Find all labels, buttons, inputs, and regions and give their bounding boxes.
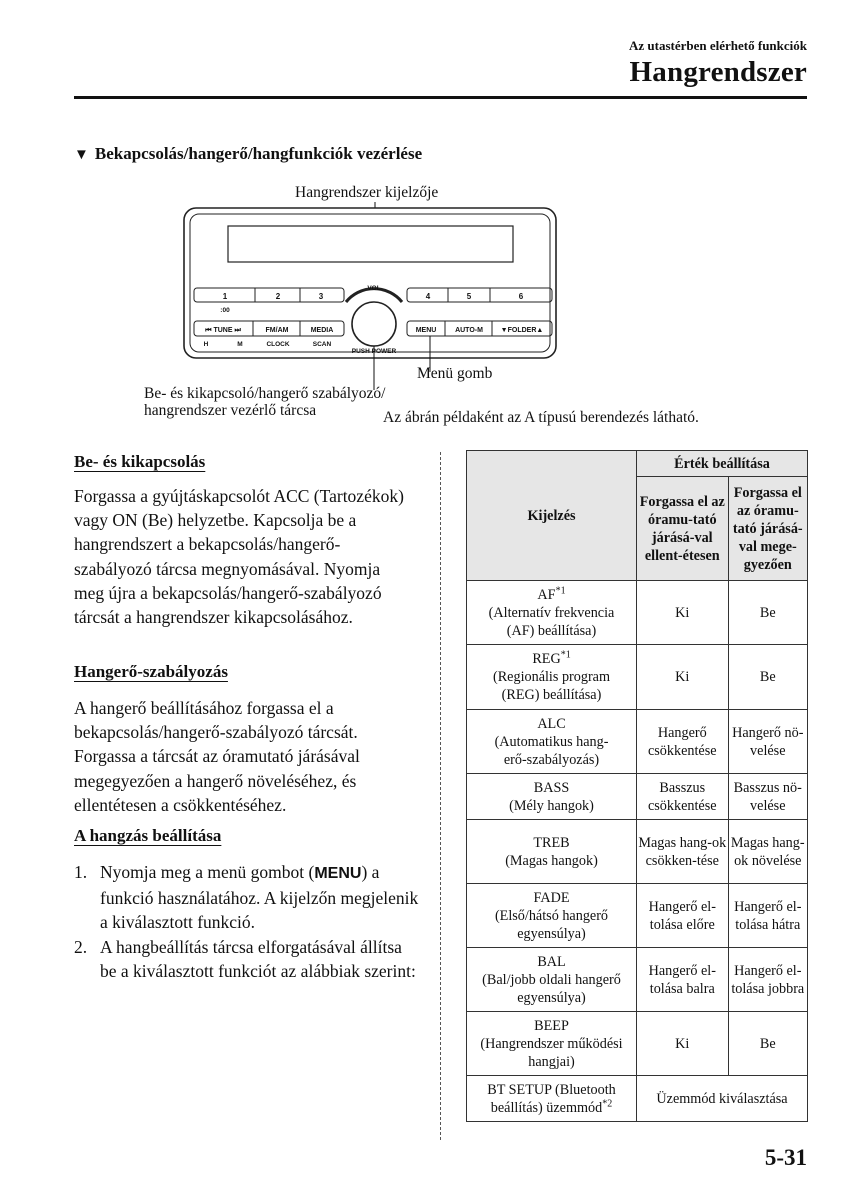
row-desc: (Hangrendszer működési: [480, 1035, 623, 1052]
table-row: [467, 948, 808, 1012]
row-cw: Hangerő el-tolása jobbra: [728, 948, 807, 1012]
list-item-text: A hangbeállítás tárcsa elforgatásával állítsa be a kiválasztott funkciót az alábbiak szerint:: [100, 936, 416, 981]
dial-callout-line1: Be- és kikapcsoló/hangerő szabályozó/: [144, 385, 386, 402]
section-title: [74, 144, 422, 164]
row-footnote: *1: [555, 584, 566, 596]
row-ccw: Hangerő csökkentése: [637, 710, 729, 774]
instruction-list: [74, 860, 419, 983]
row-cw: Hangerő nö-velése: [728, 710, 807, 774]
list-item-number: 1.: [74, 862, 88, 882]
row-desc-2: egyensúlya): [517, 989, 586, 1006]
table-row: [467, 1012, 808, 1076]
table-header-ccw: Forgassa el az óramu-tató járásá-val ellent-étesen: [637, 477, 729, 581]
row-desc: (Bal/jobb oldali hangerő: [482, 971, 621, 988]
row-display: BT SETUP (Bluetooth: [487, 1081, 616, 1098]
menu-key-label: MENU: [314, 865, 362, 882]
row-footnote: *1: [560, 649, 571, 661]
row-desc: (Mély hangok): [509, 797, 594, 814]
dial-callout-line2: hangrendszer vezérlő tárcsa: [144, 402, 317, 419]
row-display: ALC: [537, 715, 566, 732]
row-desc: (Alternatív frekvencia: [488, 604, 615, 621]
folder-button-label: ▼FOLDER▲: [500, 327, 544, 334]
row-desc: beállítás) üzemmód: [490, 1099, 603, 1116]
row-cw: Be: [728, 581, 807, 645]
row-desc-2: (AF) beállítása): [506, 622, 597, 639]
row-display: AF: [537, 586, 556, 603]
preset-3-label: 3: [318, 292, 324, 301]
row-footnote: *2: [602, 1097, 613, 1109]
table-row: [467, 884, 808, 948]
media-button-label: MEDIA: [310, 327, 334, 334]
row-cw: Hangerő el-tolása hátra: [728, 884, 807, 948]
m-label: M: [237, 341, 243, 348]
preset-4-label: 4: [425, 292, 431, 301]
row-cw: Be: [728, 645, 807, 710]
table-header-value: Érték beállítása: [637, 451, 808, 477]
preset-2-label: 2: [275, 292, 281, 301]
subheading-sound: A hangzás beállítása: [74, 826, 222, 845]
row-ccw: Basszus csökkentése: [637, 774, 729, 820]
sound-settings-table: [466, 450, 808, 1122]
list-item: [74, 935, 419, 983]
push-power-label: PUSH POWER: [351, 348, 397, 355]
scan-label: SCAN: [312, 341, 332, 348]
table-row: [467, 820, 808, 884]
row-desc-2: hangjai): [528, 1053, 575, 1070]
row-desc-2: (REG) beállítása): [501, 687, 602, 703]
preset-1-label: 1: [222, 292, 228, 301]
subheading-power: Be- és kikapcsolás: [74, 452, 206, 471]
table-row: [467, 581, 808, 645]
table-row: [467, 645, 808, 710]
preset-5-label: 5: [466, 292, 472, 301]
row-desc: (Regionális program: [492, 669, 611, 685]
row-ccw: Ki: [637, 645, 729, 710]
vol-label: VOL: [367, 285, 381, 292]
row-ccw: Ki: [637, 581, 729, 645]
page-title: Hangrendszer: [629, 56, 807, 88]
table-header-display: Kijelzés: [467, 451, 637, 581]
preset-6-label: 6: [518, 292, 524, 301]
h-label: H: [203, 341, 209, 348]
row-display: BASS: [533, 779, 570, 796]
row-desc-2: erő-szabályozás): [503, 751, 600, 768]
row-desc: (Első/hátsó hangerő: [494, 907, 609, 924]
row-desc: (Magas hangok): [505, 852, 598, 869]
list-item-number: 2.: [74, 936, 88, 957]
audio-unit-figure: [140, 180, 740, 430]
table-row: [467, 1076, 808, 1122]
subheading-volume: Hangerő-szabályozás: [74, 662, 228, 681]
list-item-text: Nyomja meg a menü gombot (: [100, 862, 315, 882]
row-desc-2: egyensúlya): [517, 925, 586, 942]
menu-button-label: MENU: [415, 327, 437, 334]
row-cw: Magas hang-ok növelése: [728, 820, 807, 884]
autom-button-label: AUTO-M: [455, 327, 483, 334]
chapter-title: Az utastérben elérhető funkciók: [628, 38, 807, 53]
tune-button-label: ⏮ TUNE ⏭: [205, 327, 241, 334]
row-ccw: Hangerő el-tolása előre: [637, 884, 729, 948]
row-value: Üzemmód kiválasztása: [637, 1076, 808, 1122]
row-display: BEEP: [534, 1017, 569, 1034]
row-ccw: Ki: [637, 1012, 729, 1076]
table-row: [467, 710, 808, 774]
row-cw: Basszus nö-velése: [728, 774, 807, 820]
paragraph-power: Forgassa a gyújtáskapcsolót ACC (Tartozékok) vagy ON (Be) helyzetbe. Kapcsolja be a hangrendszert a bekapcsolás/hangerő-szabályozó tárcsa megnyomásával. Nyomja meg újra a bekapcsolás/hangerő-szabályozó tárcsát a hangrendszer kikapcsolásához.: [74, 486, 404, 628]
row-ccw: Magas hang-ok csökken-tése: [637, 820, 729, 884]
table-row: [467, 774, 808, 820]
header-rule: [74, 96, 807, 99]
list-item-text-cont: ) a funkció használatához. A kijelzőn megjelenik a kiválasztott funkció.: [100, 862, 419, 933]
table-header-cw: Forgassa el az óramu-tató járásá-val mege-gyezően: [728, 477, 807, 581]
paragraph-volume: A hangerő beállításához forgassa el a bekapcsolás/hangerő-szabályozó tárcsát. Forgassa a tárcsát az óramutató járásával megegyezően a hangerő növeléséhez, és ellentétesen a csökkentéséhez.: [74, 698, 360, 815]
column-divider: [440, 452, 441, 1140]
figure-note: Az ábrán példaként az A típusú berendezés látható.: [383, 409, 699, 426]
triangle-down-icon: ▼: [74, 147, 89, 163]
row-cw: Be: [728, 1012, 807, 1076]
row-desc: (Automatikus hang-: [494, 733, 609, 750]
row-ccw: Hangerő el-tolása balra: [637, 948, 729, 1012]
section-title-text: Bekapcsolás/hangerő/hangfunkciók vezérlése: [94, 144, 423, 163]
row-display: TREB: [533, 834, 570, 851]
row-display: BAL: [537, 953, 566, 970]
list-item: [74, 860, 419, 935]
row-display: FADE: [533, 889, 570, 906]
clock-label: CLOCK: [266, 341, 290, 348]
fmam-button-label: FM/AM: [265, 327, 289, 334]
menu-callout: Menü gomb: [417, 365, 493, 382]
row-display: REG: [532, 651, 561, 667]
page-number: 5-31: [764, 1145, 807, 1170]
display-callout: Hangrendszer kijelzője: [295, 184, 439, 201]
clock-00-label: :00: [220, 307, 230, 314]
